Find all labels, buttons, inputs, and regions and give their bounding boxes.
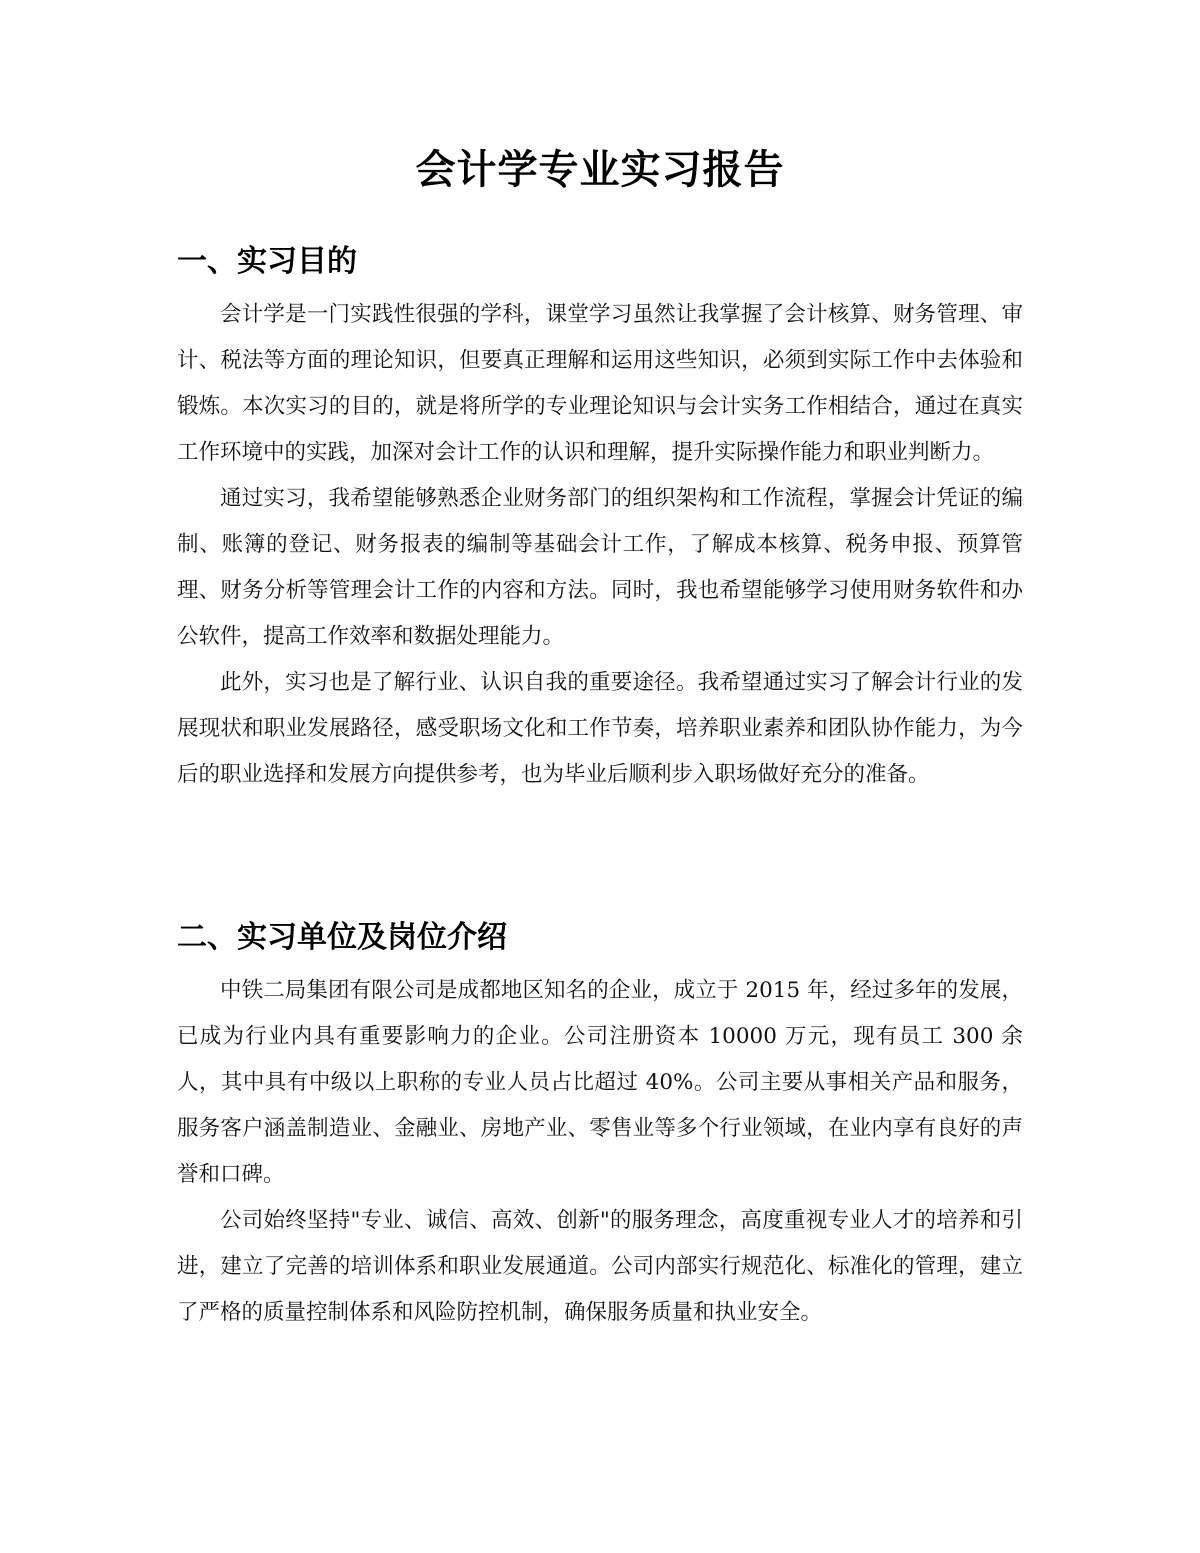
paragraph: 公司始终坚持"专业、诚信、高效、创新"的服务理念，高度重视专业人才的培养和引进，建立了完善的培训体系和职业发展通道。公司内部实行规范化、标准化的管理，建立了严格的质量控制体系和风险防控机制，确保服务质量和执业安全。 xyxy=(177,1208,1023,1325)
paragraph: 中铁二局集团有限公司是成都地区知名的企业，成立于 2015 年，经过多年的发展，已成为行业内具有重要影响力的企业。公司注册资本 10000 万元，现有员工 300 余人，其中具有中级以上职称的专业人员占比超过 40%。公司主要从事相关产品和服务，服务客户涵盖制造业、金融业、房地产业、零售业等多个行业领域，在业内享有良好的声誉和口碑。 xyxy=(177,978,1023,1187)
document-title: 会计学专业实习报告 xyxy=(415,147,785,193)
section-heading-company: 二、实习单位及岗位介绍 xyxy=(177,920,507,955)
section-heading-purpose: 一、实习目的 xyxy=(177,244,357,279)
section-body-company xyxy=(177,968,1023,1336)
paragraph: 通过实习，我希望能够熟悉企业财务部门的组织架构和工作流程，掌握会计凭证的编制、账簿的登记、财务报表的编制等基础会计工作，了解成本核算、税务申报、预算管理、财务分析等管理会计工作的内容和方法。同时，我也希望能够学习使用财务软件和办公软件，提高工作效率和数据处理能力。 xyxy=(177,486,1023,649)
paragraph: 此外，实习也是了解行业、认识自我的重要途径。我希望通过实习了解会计行业的发展现状和职业发展路径，感受职场文化和工作节奏，培养职业素养和团队协作能力，为今后的职业选择和发展方向提供参考，也为毕业后顺利步入职场做好充分的准备。 xyxy=(177,670,1023,787)
paragraph: 会计学是一门实践性很强的学科，课堂学习虽然让我掌握了会计核算、财务管理、审计、税法等方面的理论知识，但要真正理解和运用这些知识，必须到实际工作中去体验和锻炼。本次实习的目的，就是将所学的专业理论知识与会计实务工作相结合，通过在真实工作环境中的实践，加深对会计工作的认识和理解，提升实际操作能力和职业判断力。 xyxy=(177,302,1023,465)
section-body-purpose xyxy=(177,292,1023,798)
